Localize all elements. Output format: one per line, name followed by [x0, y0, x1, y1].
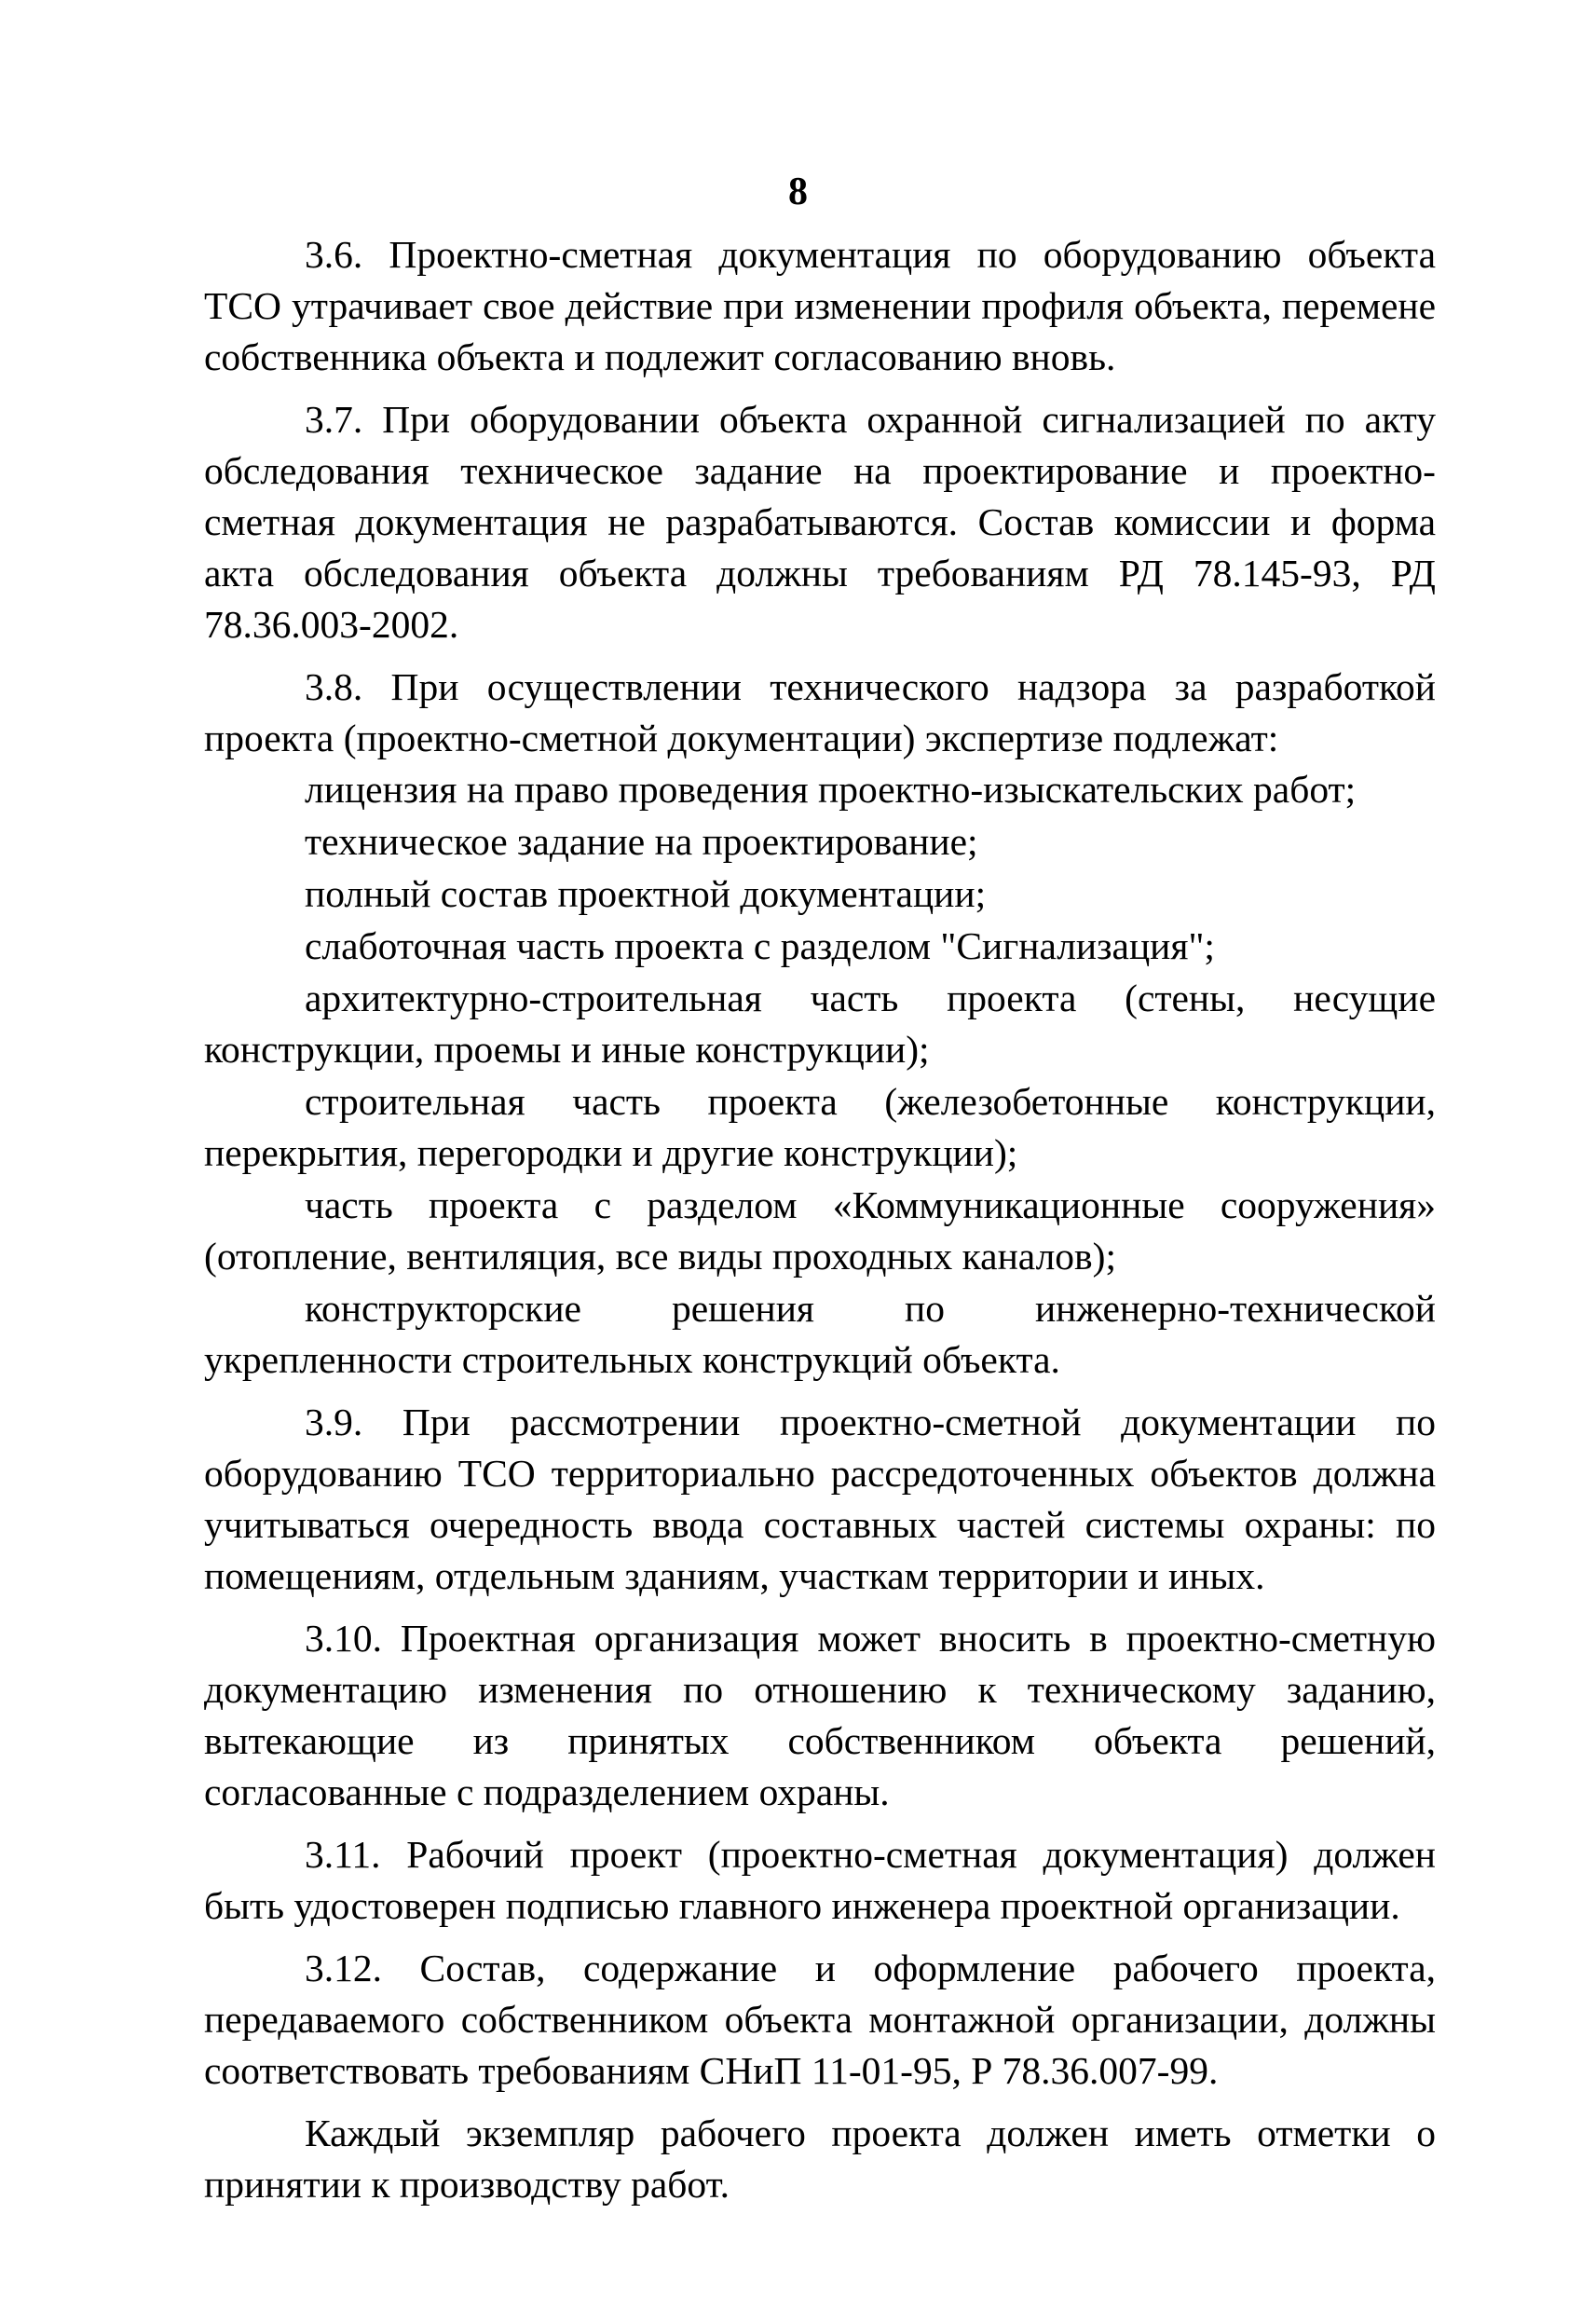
list-item: лицензия на право проведения проектно-изыскательских работ;	[305, 768, 1357, 811]
paragraph-copies-note: Каждый экземпляр рабочего проекта должен иметь отметки о принятии к производству работ.	[204, 2112, 1436, 2206]
paragraph-3-11: 3.11. Рабочий проект (проектно-сметная документация) должен быть удостоверен подписью главного инженера проектной организации.	[204, 1833, 1436, 1927]
list-item: слаботочная часть проекта с разделом "Сигнализация";	[305, 924, 1215, 967]
paragraph-3-12: 3.12. Состав, содержание и оформление рабочего проекта, передаваемого собственником объекта монтажной организации, должны соответствовать требованиям СНиП 11-01-95, Р 78.36.007-99.	[204, 1947, 1436, 2092]
list-item: строительная часть проекта (железобетонные конструкции, перекрытия, перегородки и другие конструкции);	[204, 1080, 1436, 1174]
document-body	[204, 229, 1436, 2210]
paragraph-3-6: 3.6. Проектно-сметная документация по оборудованию объекта ТСО утрачивает свое действие при изменении профиля объекта, перемене собственника объекта и подлежит согласованию вновь.	[204, 233, 1436, 378]
list-item: архитектурно-строительная часть проекта (стены, несущие конструкции, проемы и иные конструкции);	[204, 977, 1436, 1071]
paragraph-3-9: 3.9. При рассмотрении проектно-сметной документации по оборудованию ТСО территориально рассредоточенных объектов должна учитываться очередность ввода составных частей системы охраны: по помещениям, отдельным зданиям, участкам территории и иных.	[204, 1401, 1436, 1597]
paragraph-3-7: 3.7. При оборудовании объекта охранной сигнализацией по акту обследования техническое задание на проектирование и проектно-сметная документация не разрабатываются. Состав комиссии и форма акта обследования объекта должны требованиям РД 78.145-93, РД 78.36.003-2002.	[204, 398, 1436, 646]
expertise-list	[204, 764, 1436, 1386]
page-number: 8	[788, 171, 808, 213]
list-item: полный состав проектной документации;	[305, 872, 987, 915]
paragraph-3-8: 3.8. При осуществлении технического надзора за разработкой проекта (проектно-сметной документации) экспертизе подлежат:	[204, 665, 1436, 759]
paragraph-3-10: 3.10. Проектная организация может вносить в проектно-сметную документацию изменения по отношению к техническому заданию, вытекающие из принятых собственником объекта решений, согласованные с подразделением охраны.	[204, 1617, 1436, 1813]
list-item: часть проекта с разделом «Коммуникационные сооружения» (отопление, вентиляция, все виды проходных каналов);	[204, 1183, 1436, 1278]
list-item: конструкторские решения по инженерно-технической укрепленности строительных конструкций объекта.	[204, 1287, 1436, 1381]
list-item: техническое задание на проектирование;	[305, 820, 978, 863]
